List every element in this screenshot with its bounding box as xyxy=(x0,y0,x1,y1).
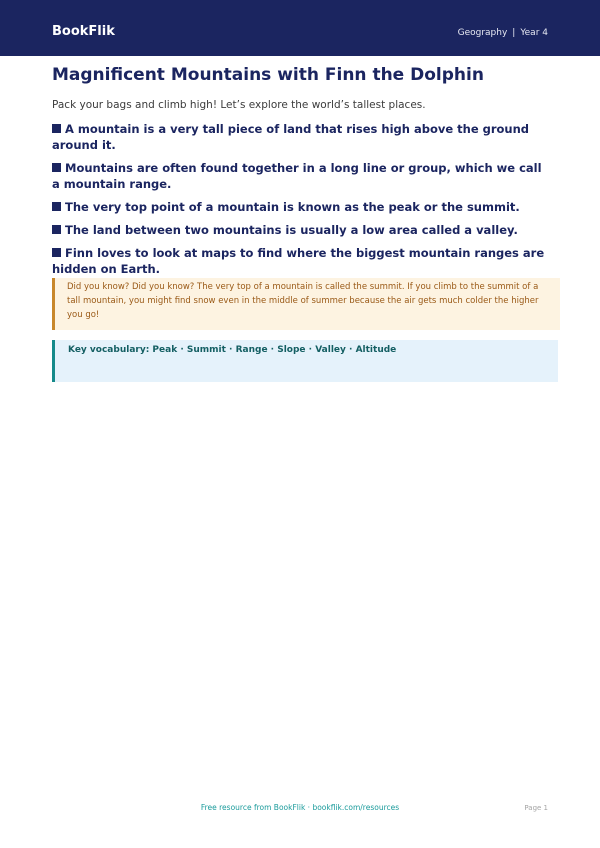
fact-item xyxy=(52,199,552,215)
bullet-square-icon xyxy=(52,163,61,172)
page-header xyxy=(0,0,600,56)
bullet-square-icon xyxy=(52,202,61,211)
fact-list xyxy=(52,121,552,284)
fact-item xyxy=(52,245,552,277)
fact-item xyxy=(52,121,552,153)
footer-resource-link[interactable]: Free resource from BookFlik · bookflik.com/resources xyxy=(200,803,400,812)
callout-text: Did you know? Did you know? The very top of a mountain is called the summit. If you climb to the summit of a tall mountain, you might find snow even in the middle of summer because the air gets much colder the higher you go! xyxy=(67,282,539,320)
did-you-know-callout xyxy=(52,278,560,330)
fact-text: Mountains are often found together in a long line or group, which we call a mountain range. xyxy=(52,161,542,191)
bullet-square-icon xyxy=(52,225,61,234)
fact-text: The very top point of a mountain is known as the peak or the summit. xyxy=(65,200,520,214)
bullet-square-icon xyxy=(52,124,61,133)
meta-separator: | xyxy=(512,28,516,38)
brand-logo[interactable]: BookFlik xyxy=(52,24,115,39)
fact-text: The land between two mountains is usually a low area called a valley. xyxy=(65,223,518,237)
fact-item xyxy=(52,160,552,192)
year-label: Year 4 xyxy=(520,28,548,38)
key-vocabulary-box xyxy=(52,340,558,382)
fact-text: A mountain is a very tall piece of land that rises high above the ground around it. xyxy=(52,122,530,152)
bullet-square-icon xyxy=(52,248,61,257)
fact-item xyxy=(52,222,552,238)
fact-text: Finn loves to look at maps to find where the biggest mountain ranges are hidden on Earth. xyxy=(52,246,545,276)
page-number: Page 1 xyxy=(524,804,548,812)
subject-label: Geography xyxy=(457,28,508,38)
page-title: Magnificent Mountains with Finn the Dolphin xyxy=(52,65,484,85)
intro-text: Pack your bags and climb high! Let’s explore the world’s tallest places. xyxy=(52,99,426,111)
vocab-text: Key vocabulary: Peak · Summit · Range · Slope · Valley · Altitude xyxy=(68,345,397,355)
header-meta xyxy=(458,28,548,38)
